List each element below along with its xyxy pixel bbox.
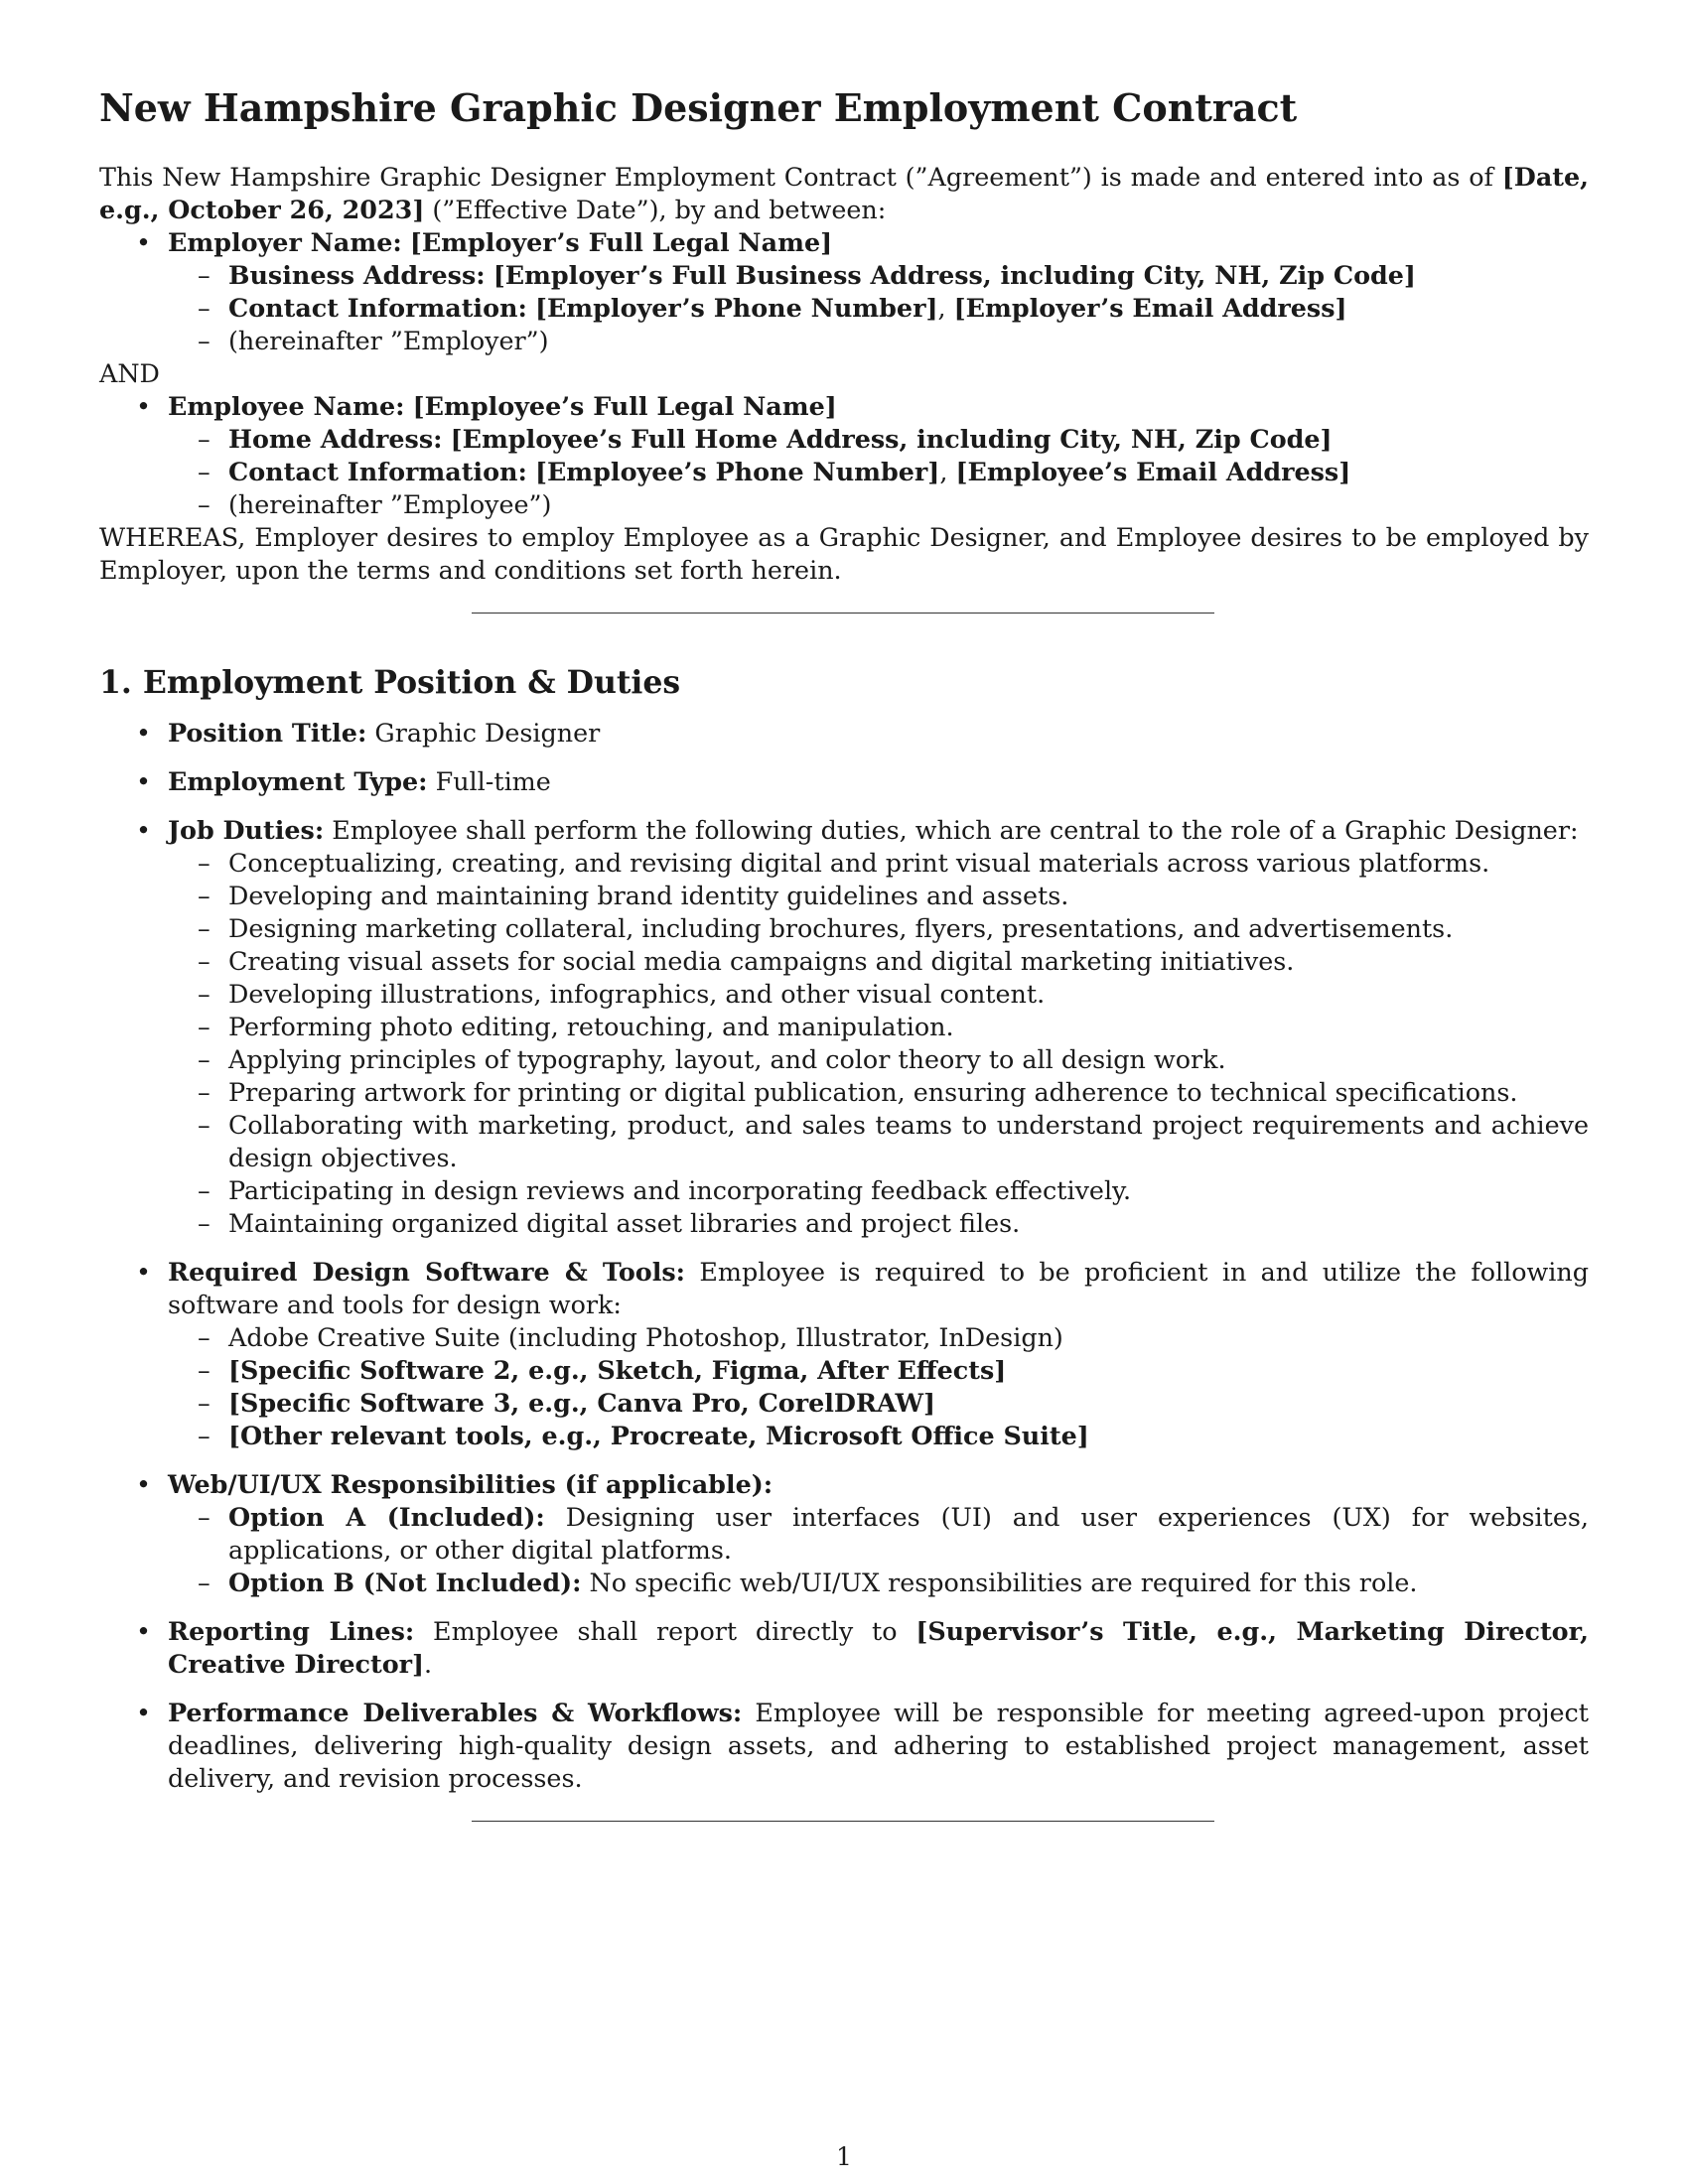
performance-text: Employee will be responsible for meeting agreed-upon project deadlines, delivering high-quality design assets, and adhering to established project management, asset delivery, and revision processes.: [168, 1698, 1589, 1793]
option-b-label: Option B (Not Included):: [228, 1568, 582, 1597]
software-tools-label: Required Design Software & Tools:: [168, 1257, 686, 1287]
duty-item: – Applying principles of typography, layout, and color theory to all design work.: [168, 1043, 1589, 1076]
employer-address-value: [Employer’s Full Business Address, including City, NH, Zip Code]: [492, 260, 1416, 290]
effective-date-placeholder: [Date, e.g., October 26, 2023]: [99, 162, 1589, 224]
intro-text: This New Hampshire Graphic Designer Employment Contract (”Agreement”) is made and entered into as of: [99, 162, 1502, 192]
employee-list: [99, 390, 1589, 521]
separator: ,: [939, 457, 956, 486]
employee-contact-label: Contact Information:: [228, 457, 527, 486]
duty-item: – Creating visual assets for social media campaigns and digital marketing initiatives.: [168, 945, 1589, 978]
page-number: 1: [836, 2142, 852, 2171]
duty-item: – Designing marketing collateral, including brochures, flyers, presentations, and advertisements.: [168, 912, 1589, 945]
performance-item: [99, 1697, 1589, 1795]
duty-item: – Collaborating with marketing, product, and sales teams to understand project requirements and achieve design objectives.: [168, 1109, 1589, 1174]
employer-contact-item: [168, 292, 1589, 325]
employment-type-item: [99, 765, 1589, 798]
employer-hereinafter: – (hereinafter ”Employer”): [168, 325, 1589, 357]
section-1-heading: 1. Employment Position & Duties: [99, 664, 681, 701]
reporting-lines-paragraph: [168, 1615, 1589, 1681]
software-tools-item: [99, 1256, 1589, 1452]
software-item: [168, 1387, 1589, 1420]
employee-hereinafter: – (hereinafter ”Employee”): [168, 488, 1589, 521]
reporting-lines-item: [99, 1615, 1589, 1681]
employer-name-label: Employer Name:: [168, 227, 402, 257]
reporting-lines-end: .: [424, 1649, 433, 1679]
job-duties-intro: Employee shall perform the following duties, which are central to the role of a Graphic Designer:: [324, 815, 1579, 845]
and-text: AND: [99, 358, 160, 388]
document-title: New Hampshire Graphic Designer Employment Contract: [99, 85, 1298, 130]
employee-address-item: [168, 423, 1589, 456]
employee-name-value: [Employee’s Full Legal Name]: [412, 391, 837, 421]
employee-name-label: Employee Name:: [168, 391, 405, 421]
employer-name-item: [99, 226, 1589, 357]
supervisor-placeholder: [Supervisor’s Title, e.g., Marketing Director, Creative Director]: [168, 1616, 1589, 1679]
option-b-text: No specific web/UI/UX responsibilities are required for this role.: [581, 1568, 1418, 1597]
employer-name-value: [Employer’s Full Legal Name]: [409, 227, 833, 257]
employment-type-label: Employment Type:: [168, 766, 428, 796]
software-tools-intro: Employee is required to be proficient in and utilize the following software and tools for design work:: [168, 1257, 1589, 1319]
job-duties-item: [99, 814, 1589, 1240]
position-title-item: [99, 717, 1589, 750]
duty-item: – Developing illustrations, infographics, and other visual content.: [168, 978, 1589, 1011]
whereas-paragraph: WHEREAS, Employer desires to employ Employee as a Graphic Designer, and Employee desires to be employed by Employer, upon the terms and conditions set forth herein.: [99, 522, 1589, 585]
software-placeholder: [Specific Software 3, e.g., Canva Pro, CorelDRAW]: [228, 1388, 935, 1418]
software-tools-paragraph: [168, 1256, 1589, 1321]
position-title-label: Position Title:: [168, 718, 367, 748]
duty-item: – Preparing artwork for printing or digital publication, ensuring adherence to technical specifications.: [168, 1076, 1589, 1109]
employee-phone: [Employee’s Phone Number]: [534, 457, 940, 486]
employee-contact-item: [168, 456, 1589, 488]
software-item: – Adobe Creative Suite (including Photoshop, Illustrator, InDesign): [168, 1321, 1589, 1354]
software-item: [168, 1420, 1589, 1452]
web-ux-item: [99, 1468, 1589, 1599]
employee-email: [Employee’s Email Address]: [955, 457, 1351, 486]
software-list: [168, 1321, 1589, 1452]
duty-item: – Participating in design reviews and incorporating feedback effectively.: [168, 1174, 1589, 1207]
web-ux-options: [168, 1501, 1589, 1599]
web-ux-label: Web/UI/UX Responsibilities (if applicable):: [168, 1469, 774, 1499]
option-a-label: Option A (Included):: [228, 1502, 545, 1532]
employee-details: [168, 423, 1589, 521]
duty-item: – Performing photo editing, retouching, and manipulation.: [168, 1011, 1589, 1043]
intro-text-end: (”Effective Date”), by and between:: [424, 195, 887, 224]
reporting-lines-label: Reporting Lines:: [168, 1616, 415, 1646]
employee-address-label: Home Address:: [228, 424, 443, 454]
section-1-list: [99, 717, 1589, 1795]
employment-type-value: Full-time: [427, 766, 551, 796]
software-placeholder: [Other relevant tools, e.g., Procreate, Microsoft Office Suite]: [228, 1421, 1089, 1450]
software-placeholder: [Specific Software 2, e.g., Sketch, Figma, After Effects]: [228, 1355, 1007, 1385]
performance-label: Performance Deliverables & Workflows:: [168, 1698, 743, 1727]
option-b-item: [168, 1567, 1589, 1599]
reporting-lines-text: Employee shall report directly to: [414, 1616, 916, 1646]
intro-paragraph: [99, 161, 1589, 226]
document-page: [99, 85, 1589, 1822]
option-a-text: Designing user interfaces (UI) and user experiences (UX) for websites, applications, or other digital platforms.: [228, 1502, 1589, 1565]
employer-email: [Employer’s Email Address]: [953, 293, 1347, 323]
duty-item: – Conceptualizing, creating, and revising digital and print visual materials across various platforms.: [168, 847, 1589, 880]
performance-paragraph: [168, 1697, 1589, 1795]
duty-item: – Developing and maintaining brand identity guidelines and assets.: [168, 880, 1589, 912]
employer-details: [168, 259, 1589, 357]
employee-name-item: [99, 390, 1589, 521]
employer-list: [99, 226, 1589, 357]
employer-contact-label: Contact Information:: [228, 293, 527, 323]
separator: ,: [937, 293, 954, 323]
employer-address-label: Business Address:: [228, 260, 486, 290]
position-title-value: Graphic Designer: [366, 718, 601, 748]
section-divider: [472, 613, 1214, 614]
employee-address-value: [Employee’s Full Home Address, including City, NH, Zip Code]: [450, 424, 1333, 454]
software-item: [168, 1354, 1589, 1387]
option-a-item: [168, 1501, 1589, 1567]
job-duties-label: Job Duties:: [168, 815, 325, 845]
duties-list: [168, 847, 1589, 1240]
employer-address-item: [168, 259, 1589, 292]
section-divider: [472, 1821, 1214, 1822]
duty-item: – Maintaining organized digital asset libraries and project files.: [168, 1207, 1589, 1240]
employer-phone: [Employer’s Phone Number]: [534, 293, 938, 323]
